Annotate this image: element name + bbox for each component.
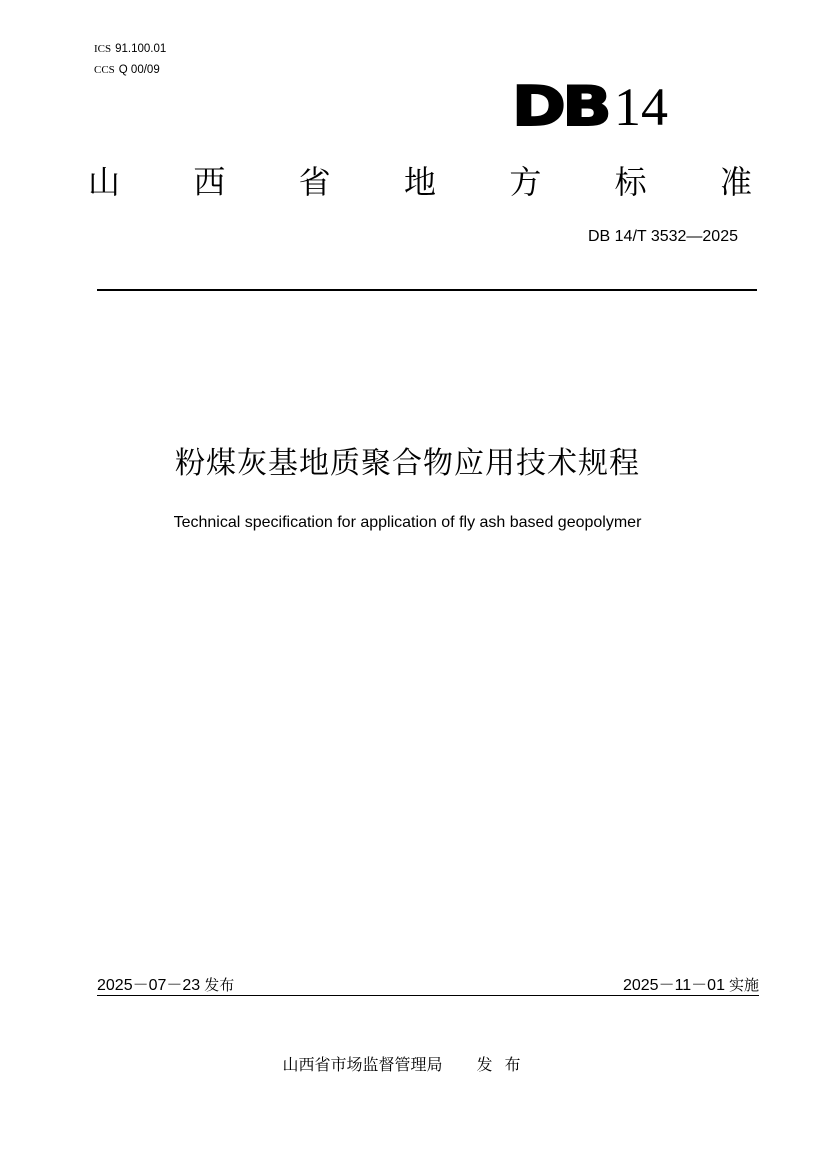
standard-mark-letters: DB <box>512 75 608 138</box>
ccs-value: Q 00/09 <box>118 64 160 76</box>
issue-date: 2025－07－23 <box>97 977 201 994</box>
issuer-action: 发布 <box>476 1055 533 1074</box>
implement-label: 实施 <box>728 976 759 994</box>
standard-number: DB 14/T 3532—2025 <box>587 228 738 245</box>
document-title-cn: 粉煤灰基地质聚合物应用技术规程 <box>175 446 640 481</box>
ics-line <box>94 42 166 56</box>
ccs-label: CCS <box>94 64 115 76</box>
standard-type-char: 山 <box>88 163 121 201</box>
ics-label: ICS <box>94 43 112 55</box>
implement-date: 2025－11－01 <box>622 977 725 994</box>
standard-type-char: 标 <box>614 163 647 201</box>
standard-type-char: 省 <box>298 163 331 201</box>
issuer-name: 山西省市场监督管理局 <box>282 1055 443 1074</box>
ics-value: 91.100.01 <box>115 43 167 55</box>
footer-divider <box>97 995 759 996</box>
date-row <box>97 974 759 996</box>
standard-type-char: 地 <box>403 163 436 201</box>
issue-date-block <box>97 975 234 996</box>
standard-type-heading <box>88 160 752 204</box>
issue-label: 发布 <box>204 976 235 994</box>
standard-type-char: 西 <box>193 163 226 201</box>
issuer-line <box>200 1054 615 1076</box>
implement-date-block <box>623 975 759 996</box>
standard-mark <box>512 72 702 138</box>
standard-mark-number: 14 <box>613 77 668 137</box>
standard-type-char: 准 <box>719 163 752 201</box>
standard-type-char: 方 <box>509 163 542 201</box>
ccs-line <box>94 63 160 77</box>
document-title-en: Technical specification for application of fly ash based geopolymer <box>173 514 642 531</box>
header-divider <box>97 289 757 291</box>
